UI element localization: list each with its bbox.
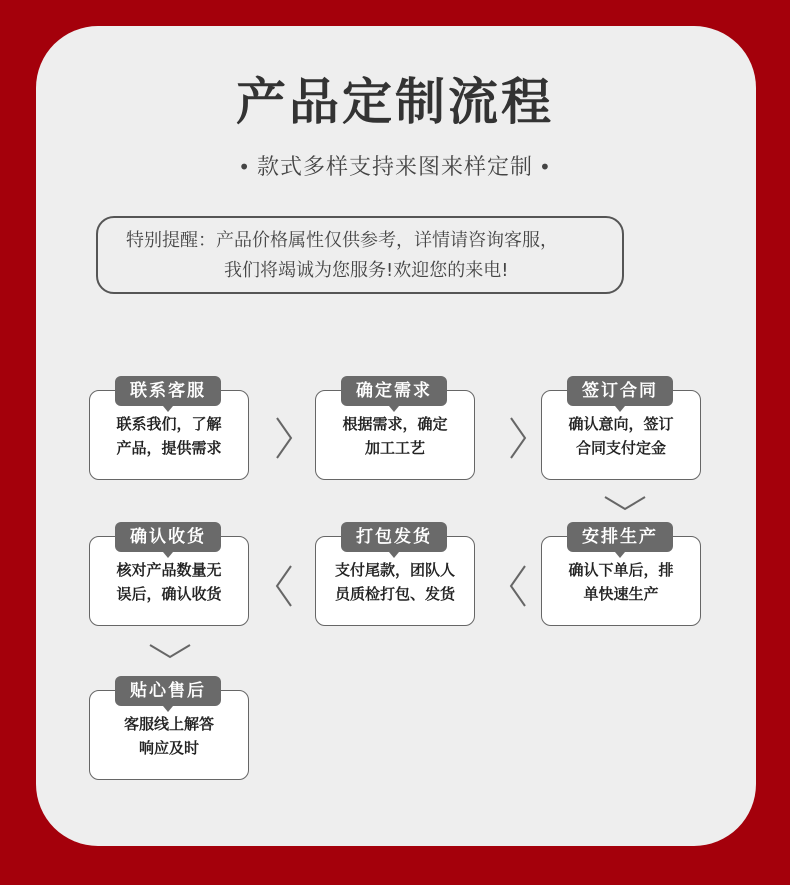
bullet-dot: • xyxy=(238,155,251,179)
step-desc-line1: 联系我们，了解 xyxy=(116,415,222,433)
step-contact-service xyxy=(89,376,249,466)
step-desc-line1: 确认下单后，排 xyxy=(568,561,674,579)
step-arrange-production xyxy=(541,522,701,612)
step-desc xyxy=(89,558,249,606)
step-desc-line2: 员质检打包、发货 xyxy=(334,585,455,603)
step-desc-line1: 核对产品数量无 xyxy=(116,561,222,579)
bullet-dot: • xyxy=(539,155,552,179)
notice-line-2: 我们将竭诚为您服务!欢迎您的来电! xyxy=(224,260,509,281)
step-desc-line2: 误后，确认收货 xyxy=(116,585,222,603)
page-title: 产品定制流程 xyxy=(236,73,554,131)
step-tag: 联系客服 xyxy=(115,376,221,406)
step-desc xyxy=(541,412,701,460)
chevron-right-icon xyxy=(508,416,528,460)
step-desc-line2: 响应及时 xyxy=(138,739,199,757)
step-pack-ship xyxy=(315,522,475,612)
chevron-right-icon xyxy=(274,416,294,460)
step-desc-line1: 客服线上解答 xyxy=(123,715,214,733)
step-sign-contract xyxy=(541,376,701,466)
chevron-down-icon xyxy=(148,642,192,660)
step-desc-line2: 单快速生产 xyxy=(583,585,659,603)
step-desc xyxy=(89,712,249,760)
step-tag: 贴心售后 xyxy=(115,676,221,706)
step-confirm-needs xyxy=(315,376,475,466)
step-desc-line2: 加工工艺 xyxy=(364,439,425,457)
subtitle-text: 款式多样支持来图来样定制 xyxy=(256,155,533,180)
subtitle xyxy=(0,150,790,181)
chevron-down-icon xyxy=(603,494,647,512)
step-desc xyxy=(315,412,475,460)
step-tag: 确定需求 xyxy=(341,376,447,406)
step-desc-line1: 支付尾款，团队人 xyxy=(334,561,455,579)
step-desc-line1: 确认意向，签订 xyxy=(568,415,674,433)
step-desc-line1: 根据需求，确定 xyxy=(342,415,448,433)
step-tag: 打包发货 xyxy=(341,522,447,552)
step-tag: 确认收货 xyxy=(115,522,221,552)
step-tag: 安排生产 xyxy=(567,522,673,552)
step-tag: 签订合同 xyxy=(567,376,673,406)
step-desc-line2: 合同支付定金 xyxy=(575,439,666,457)
step-confirm-receipt xyxy=(89,522,249,612)
step-after-sales xyxy=(89,676,249,766)
notice-line-1: 特别提醒：产品价格属性仅供参考，详情请咨询客服， xyxy=(126,230,558,251)
step-desc xyxy=(315,558,475,606)
notice-box xyxy=(96,216,624,294)
step-desc xyxy=(541,558,701,606)
step-desc xyxy=(89,412,249,460)
chevron-left-icon xyxy=(274,564,294,608)
chevron-left-icon xyxy=(508,564,528,608)
step-desc-line2: 产品，提供需求 xyxy=(116,439,222,457)
